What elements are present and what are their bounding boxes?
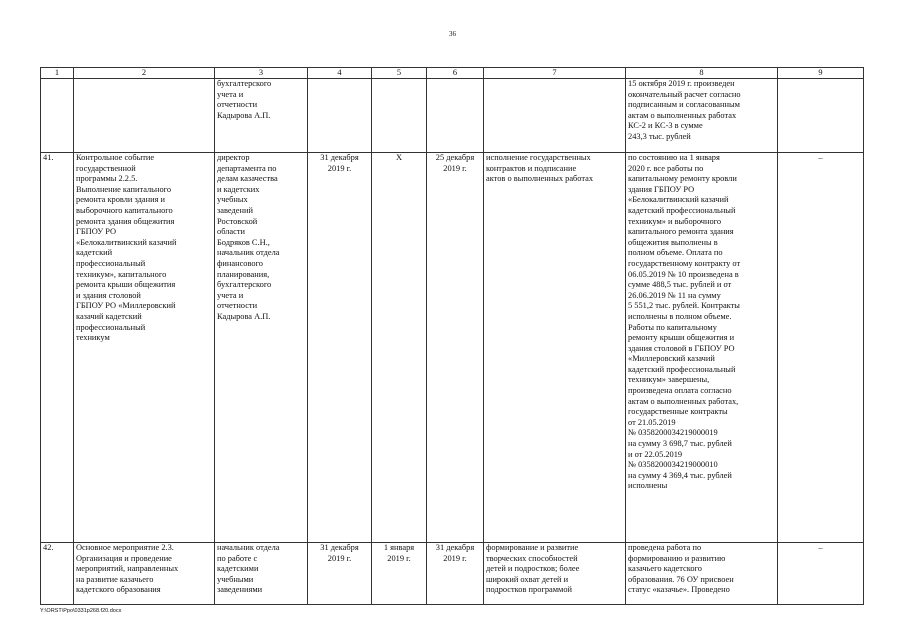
text-line: делам казачества <box>217 174 278 184</box>
text-line: техникум <box>76 333 110 343</box>
cell-notes <box>778 153 864 543</box>
header-cell-4: 4 <box>308 68 372 79</box>
text-line: кадетский <box>76 248 113 258</box>
text-line: по состоянию на 1 января <box>628 153 720 162</box>
text-line: на сумму 3 698,7 тыс. рублей <box>628 439 732 449</box>
cell-event <box>74 153 215 543</box>
text-line: исполнены <box>628 481 668 491</box>
cell-result-planned <box>484 153 626 543</box>
text-line: и от 22.05.2019 <box>628 449 683 459</box>
text-line: капитальному ремонту кровли <box>628 174 737 184</box>
text-line: № 0358200034219000010 <box>628 460 718 470</box>
text-line: кадетский профессиональный <box>628 364 736 374</box>
text-line: ГБПОУ РО «Миллеровский <box>76 301 176 311</box>
text-line: актам о выполненных работах, <box>628 396 739 406</box>
text-line: статус «казачье». Проведено <box>628 585 730 595</box>
text-line: планирования, <box>217 269 270 279</box>
cell-event <box>74 543 215 605</box>
text-line: творческих способностей <box>486 553 578 563</box>
text-line: «Белокалитвинский казачий <box>76 237 177 247</box>
file-path-footer: Y:\ORST\Ppo\0331p268.f20.docx <box>40 608 122 614</box>
text-line: «Белокалитвинский казачий <box>628 195 729 205</box>
text-line: 31 декабря <box>320 153 359 162</box>
text-line: Основное мероприятие 2.3. <box>76 543 174 552</box>
text-line: подписанным и согласованным <box>628 100 740 110</box>
text-line: кадетскими <box>217 564 259 574</box>
cell-responsible <box>215 153 308 543</box>
text-line: исполнены в полном объеме. <box>628 311 732 321</box>
text-line: и кадетских <box>217 184 260 194</box>
text-line: 2019 г. <box>387 553 411 563</box>
text-line: Контрольное событие <box>76 153 155 162</box>
text-line: Кадырова А.П. <box>217 311 271 321</box>
cell-result-planned <box>484 543 626 605</box>
text-line: детей и подростков; более <box>486 564 580 574</box>
text-line: области <box>217 227 245 237</box>
text-line: ГБПОУ РО <box>76 227 117 237</box>
text-line: актам о выполненных работах <box>628 110 737 120</box>
text-line: здания ГБПОУ РО <box>628 184 695 194</box>
page-number: 36 <box>449 30 456 38</box>
cell-responsible <box>215 79 308 153</box>
text-line: проведена работа по <box>628 543 702 552</box>
text-line: 2019 г. <box>443 553 467 563</box>
text-line: ремонту крыши общежития и <box>628 333 735 343</box>
text-line: и здания столовой <box>76 290 141 300</box>
text-line: 26.06.2019 № 11 на сумму <box>628 290 721 300</box>
header-cell-2: 2 <box>74 68 215 79</box>
text-line: 31 декабря <box>320 543 359 552</box>
text-line: начальник отдела <box>217 248 280 258</box>
text-line: на развитие казачьего <box>76 574 154 584</box>
text-line: учета и <box>217 89 244 99</box>
cell-result-actual <box>626 543 778 605</box>
text-line: директор <box>217 153 250 162</box>
text-line: подростков программой <box>486 585 572 595</box>
text-line: общежития выполнены в <box>628 237 718 247</box>
text-line: здания столовой в ГБПОУ РО <box>628 343 735 353</box>
text-line: ремонта кровли здания и <box>76 195 166 205</box>
text-line: техникум» и выборочного <box>628 216 722 226</box>
cell-planned-date <box>308 79 372 153</box>
text-line: произведена оплата согласно <box>628 386 732 396</box>
text-line: окончательный расчет согласно <box>628 89 741 99</box>
text-line: программы 2.2.5. <box>76 174 138 184</box>
cell-result-actual <box>626 153 778 543</box>
text-line: капитального ремонта здания <box>628 227 734 237</box>
text-line: заведений <box>217 205 253 215</box>
text-line: КС-2 и КС-3 в сумме <box>628 121 703 131</box>
header-cell-9: 9 <box>778 68 864 79</box>
text-line: ремонта здания общежития <box>76 216 175 226</box>
text-line: казачьего кадетского <box>628 564 702 574</box>
text-line: – <box>818 543 823 552</box>
text-line: учебных <box>217 195 248 205</box>
header-cell-3: 3 <box>215 68 308 79</box>
text-line: от 21.05.2019 <box>628 417 676 427</box>
header-cell-1: 1 <box>41 68 74 79</box>
column-number-row <box>41 68 864 79</box>
text-line: широкий охват детей и <box>486 574 569 584</box>
text-line: профессиональный <box>76 258 146 268</box>
text-line: сумме 488,5 тыс. рублей и от <box>628 280 732 290</box>
text-line: контрактов и подписание <box>486 163 577 173</box>
text-line: «Миллеровский казачий <box>628 354 715 364</box>
text-line: выборочного капитального <box>76 205 173 215</box>
cell-notes <box>778 79 864 153</box>
text-line: государственному контракту от <box>628 258 741 268</box>
text-line: отчетности <box>217 301 258 311</box>
text-line: актов о выполненных работах <box>486 174 594 184</box>
cell-event <box>74 79 215 153</box>
text-line: Выполнение капитального <box>76 184 172 194</box>
cell-start-date <box>372 153 427 543</box>
text-line: № 0358200034219000019 <box>628 428 718 438</box>
text-line: Работы по капитальному <box>628 322 717 332</box>
text-line: мероприятий, направленных <box>76 564 179 574</box>
text-line: 25 декабря <box>435 153 475 162</box>
header-cell-6: 6 <box>427 68 484 79</box>
text-line: учебными <box>217 574 254 584</box>
text-line: на сумму 4 369,4 тыс. рублей <box>628 470 732 480</box>
text-line: 31 декабря <box>435 543 475 552</box>
text-line: начальник отдела <box>217 543 280 552</box>
text-line: бухгалтерского <box>217 280 272 290</box>
cell-planned-date <box>308 153 372 543</box>
cell-responsible <box>215 543 308 605</box>
text-line: 06.05.2019 № 10 произведена в <box>628 269 739 279</box>
text-line: ремонта крыши общежития <box>76 280 176 290</box>
cell-result-actual <box>626 79 778 153</box>
cell-planned-date <box>308 543 372 605</box>
cell-number <box>41 79 74 153</box>
text-line: полном объеме. Оплата по <box>628 248 723 258</box>
cell-number <box>41 153 74 543</box>
cell-actual-date <box>427 543 484 605</box>
header-cell-5: 5 <box>372 68 427 79</box>
text-line: Бодряков С.Н., <box>217 237 270 247</box>
text-line: государственные контракты <box>628 407 728 417</box>
table-row <box>41 79 864 153</box>
table-row <box>41 153 864 543</box>
text-line: 41. <box>43 153 54 162</box>
text-line: 1 января <box>383 543 415 552</box>
text-line: 2019 г. <box>443 163 467 173</box>
text-line: 243,3 тыс. рублей <box>628 131 691 141</box>
text-line: – <box>818 153 823 162</box>
text-line: Кадырова А.П. <box>217 110 271 120</box>
text-line: 2019 г. <box>327 163 352 173</box>
cell-actual-date <box>427 79 484 153</box>
text-line: техникум» завершены, <box>628 375 710 385</box>
text-line: отчетности <box>217 100 258 110</box>
text-line: Организация и проведение <box>76 553 172 563</box>
text-line: образования. 76 ОУ присвоен <box>628 574 734 584</box>
cell-start-date <box>372 543 427 605</box>
header-cell-7: 7 <box>484 68 626 79</box>
text-line: по работе с <box>217 553 258 563</box>
text-line: формирование и развитие <box>486 543 579 552</box>
cell-result-planned <box>484 79 626 153</box>
text-line: кадетский профессиональный <box>628 205 736 215</box>
text-line: учета и <box>217 290 244 300</box>
text-line: 2020 г. все работы по <box>628 163 704 173</box>
text-line: государственной <box>76 163 136 173</box>
text-line: 42. <box>43 543 54 552</box>
text-line: Ростовской <box>217 216 258 226</box>
table-row <box>41 543 864 605</box>
text-line: 5 551,2 тыс. рублей. Контракты <box>628 301 740 311</box>
text-line: финансового <box>217 258 263 268</box>
text-line: формированию и развитию <box>628 553 726 563</box>
text-line: кадетского образования <box>76 585 161 595</box>
cell-notes <box>778 543 864 605</box>
text-line: X <box>395 153 403 162</box>
text-line: исполнение государственных <box>486 153 591 162</box>
text-line: техникум», капитального <box>76 269 167 279</box>
text-line: департамента по <box>217 163 277 173</box>
text-line: 15 октября 2019 г. произведен <box>628 79 735 88</box>
cell-actual-date <box>427 153 484 543</box>
text-line: бухгалтерского <box>217 79 272 88</box>
report-table <box>40 67 864 605</box>
text-line: 2019 г. <box>327 553 352 563</box>
header-cell-8: 8 <box>626 68 778 79</box>
text-line: заведениями <box>217 585 263 595</box>
text-line: профессиональный <box>76 322 146 332</box>
cell-start-date <box>372 79 427 153</box>
cell-number <box>41 543 74 605</box>
text-line: казачий кадетский <box>76 311 142 321</box>
